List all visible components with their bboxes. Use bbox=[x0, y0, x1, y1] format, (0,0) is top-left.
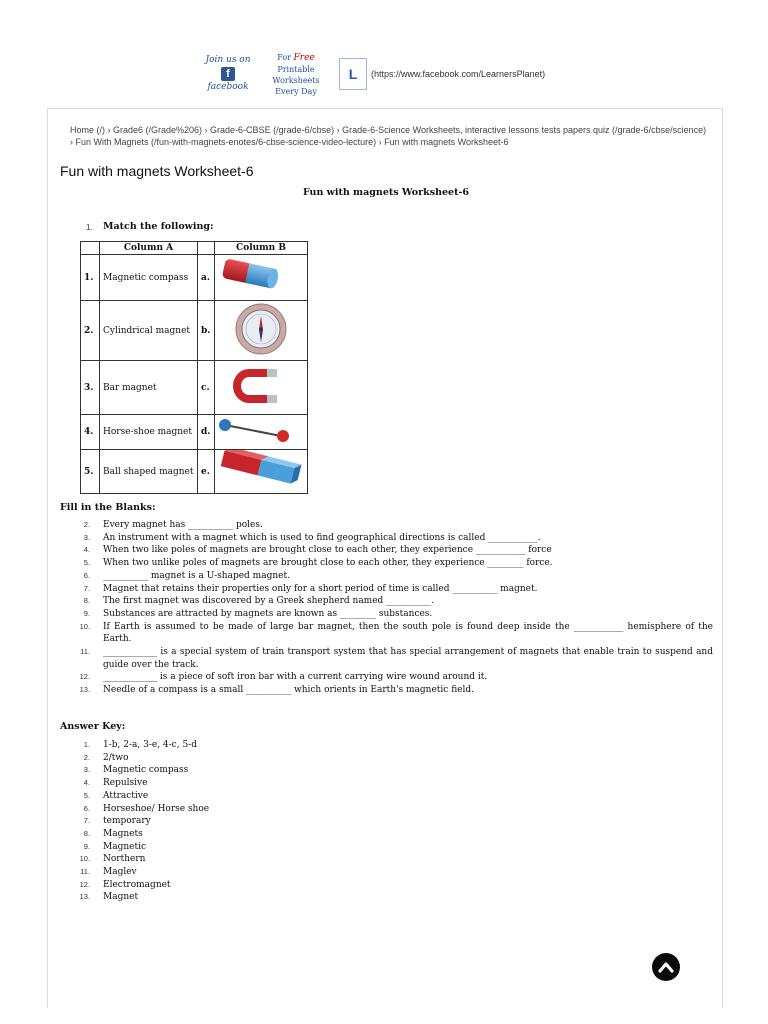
scroll-to-top-button[interactable] bbox=[652, 953, 680, 981]
compass-image bbox=[215, 301, 308, 361]
chevron-up-icon bbox=[658, 960, 674, 974]
bar-magnet-image bbox=[215, 450, 308, 494]
row-number: 4. bbox=[81, 415, 100, 450]
facebook-url-link[interactable]: (https://www.facebook.com/LearnersPlanet) bbox=[371, 69, 546, 79]
list-item: 12. Electromagnet bbox=[79, 879, 171, 890]
list-item: 8. Magnets bbox=[83, 828, 143, 839]
column-a-header: Column A bbox=[100, 242, 198, 255]
table-row bbox=[81, 415, 308, 450]
row-number: 2. bbox=[81, 301, 100, 361]
table-row bbox=[81, 361, 308, 415]
row-letter: e. bbox=[198, 450, 215, 494]
header-blank bbox=[198, 242, 215, 255]
ball-magnet-image bbox=[215, 415, 308, 450]
list-item: 13. Magnet bbox=[79, 892, 139, 903]
cylindrical-magnet-image bbox=[215, 255, 308, 301]
row-letter: a. bbox=[198, 255, 215, 301]
list-item: 5. When two unlike poles of magnets are brought close to each other, they experience ________ force. bbox=[83, 558, 553, 569]
row-number: 1. bbox=[81, 255, 100, 301]
page-title: Fun with magnets Worksheet-6 bbox=[60, 163, 254, 179]
table-row bbox=[81, 301, 308, 361]
list-item: 1. 1-b, 2-a, 3-e, 4-c, 5-d bbox=[83, 740, 197, 750]
list-item: 11. Maglev bbox=[80, 867, 137, 878]
for-text: For bbox=[277, 52, 291, 62]
learners-planet-logo-icon: L bbox=[339, 58, 367, 90]
join-facebook-graphic bbox=[205, 55, 251, 93]
list-item: 6. Horseshoe/ Horse shoe bbox=[83, 803, 210, 814]
free-text: Free bbox=[293, 52, 315, 63]
row-number: 3. bbox=[81, 361, 100, 415]
list-item: 11. ____________ is a special system of train transport system that has special arrangement of magnets that enable train to suspend and guide over the track. bbox=[80, 647, 713, 670]
facebook-icon: f bbox=[221, 67, 235, 81]
list-item: 2. Every magnet has __________ poles. bbox=[83, 520, 263, 530]
horseshoe-magnet-image bbox=[215, 361, 308, 415]
list-item: 3. An instrument with a magnet which is used to find geographical directions is called ___________. bbox=[83, 532, 541, 543]
match-heading: Match the following: bbox=[103, 221, 214, 232]
table-row bbox=[81, 450, 308, 494]
list-item: 8. The first magnet was discovered by a Greek shepherd named __________. bbox=[83, 596, 435, 607]
list-item: 3. Magnetic compass bbox=[83, 765, 189, 776]
answer-key-list bbox=[48, 739, 209, 904]
column-b-header: Column B bbox=[215, 242, 308, 255]
answer-key-heading: Answer Key: bbox=[60, 721, 126, 732]
row-name: Ball shaped magnet bbox=[100, 450, 198, 494]
row-letter: c. bbox=[198, 361, 215, 415]
content-card bbox=[47, 108, 723, 1008]
row-letter: b. bbox=[198, 301, 215, 361]
list-item: 7. temporary bbox=[83, 816, 151, 827]
row-number: 5. bbox=[81, 450, 100, 494]
list-item: 7. Magnet that retains their properties only for a short period of time is called __________ magnet. bbox=[83, 583, 538, 594]
list-item: 9. Magnetic bbox=[83, 841, 147, 852]
match-table bbox=[80, 241, 308, 494]
list-item: 2. 2/two bbox=[83, 752, 129, 763]
table-row bbox=[81, 255, 308, 301]
row-letter: d. bbox=[198, 415, 215, 450]
list-item: 5. Attractive bbox=[83, 790, 149, 801]
header-blank bbox=[81, 242, 100, 255]
list-item: 10. Northern bbox=[79, 854, 146, 865]
fill-blanks-heading: Fill in the Blanks: bbox=[60, 502, 156, 513]
facebook-banner[interactable] bbox=[205, 54, 545, 94]
printable-text: Printable Worksheets bbox=[272, 64, 320, 85]
question-number: 1. bbox=[86, 223, 93, 232]
row-name: Bar magnet bbox=[100, 361, 198, 415]
worksheet-title: Fun with magnets Worksheet-6 bbox=[302, 187, 470, 198]
join-text: Join us on bbox=[205, 55, 251, 65]
row-name: Horse-shoe magnet bbox=[100, 415, 198, 450]
row-name: Magnetic compass bbox=[100, 255, 198, 301]
list-item: 12. ____________ is a piece of soft iron bar with a current carrying wire wound around it. bbox=[79, 672, 488, 683]
facebook-text: facebook bbox=[207, 82, 249, 92]
table-header-row bbox=[81, 242, 308, 255]
every-day-text: Every Day bbox=[275, 86, 317, 96]
free-worksheets-graphic bbox=[255, 52, 337, 97]
list-item: 10. If Earth is assumed to be made of large bar magnet, then the south pole is found deep inside the ___________ hemisphere of the Earth. bbox=[79, 621, 713, 645]
list-item: 6. __________ magnet is a U-shaped magnet. bbox=[83, 570, 290, 581]
list-item: 4. When two like poles of magnets are brought close to each other, they experience ___________ force bbox=[83, 545, 552, 556]
list-item: 9. Substances are attracted by magnets are known as ________ substances. bbox=[83, 608, 433, 619]
list-item: 13. Needle of a compass is a small __________ which orients in Earth's magnetic field. bbox=[79, 685, 475, 696]
breadcrumb[interactable]: Home (/) › Grade6 (/Grade%206) › Grade-6-CBSE (/grade-6/cbse) › Grade-6-Science Worksheets, interactive lessons tests papers quiz (/grade-6/cbse/science) › Fun With Magnets (/fun-with-magnets-enotes/6-cbse-science-video-lecture) › Fun with magnets Worksheet-6 bbox=[70, 125, 707, 147]
fill-blanks-list bbox=[48, 519, 713, 697]
row-name: Cylindrical magnet bbox=[100, 301, 198, 361]
list-item: 4. Repulsive bbox=[83, 778, 148, 789]
